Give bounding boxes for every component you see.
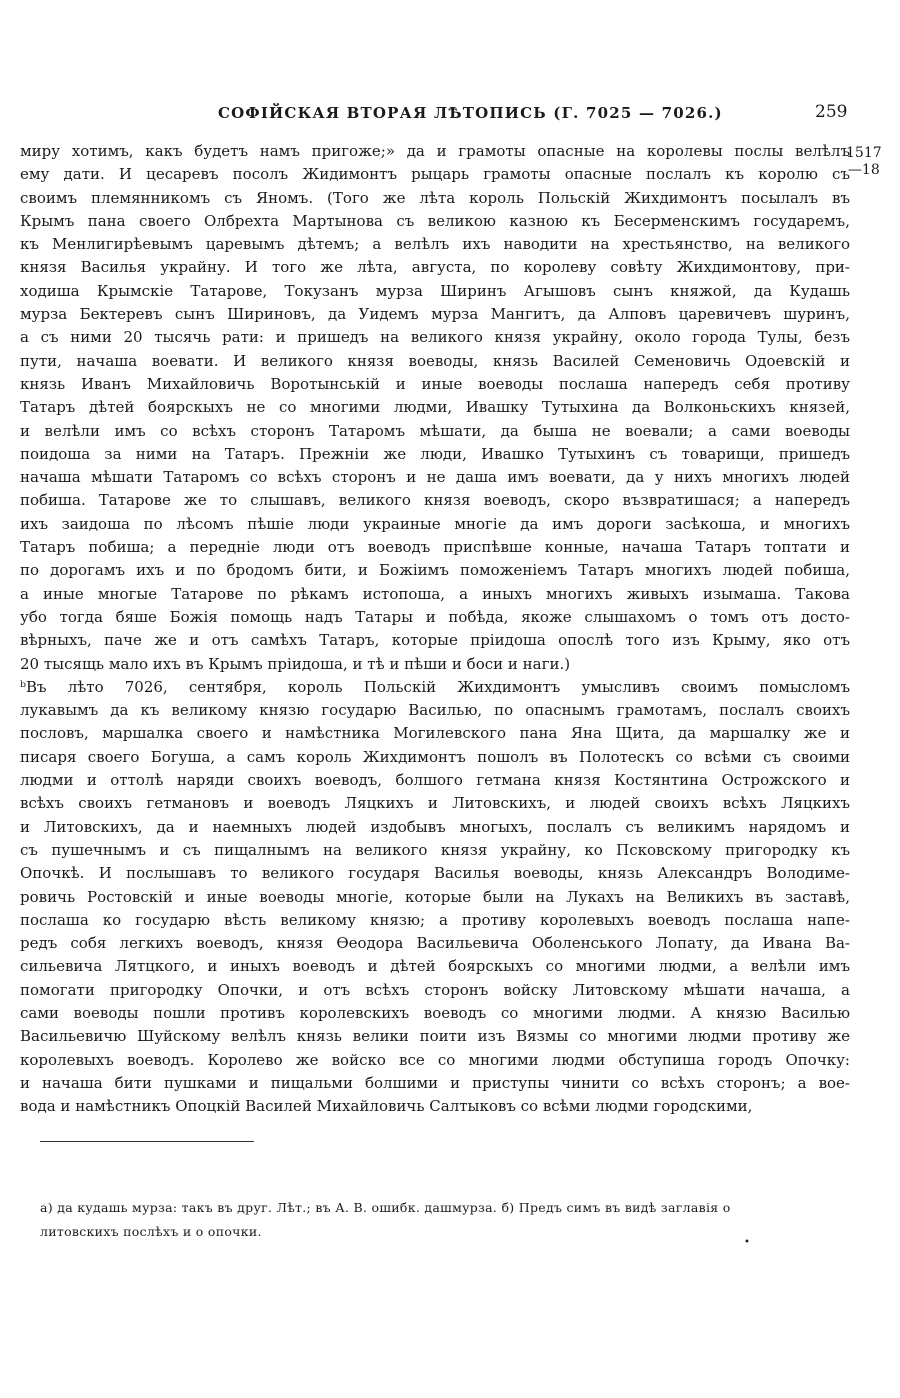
margin-year-note xyxy=(846,145,882,179)
text-line: ходиша Крымскіе Татарове, Токузанъ мурза Ширинъ Агышовъ сынъ княжой, да Кудашь xyxy=(20,281,850,300)
text-line: редъ собя легкихъ воеводъ, князя Өеодора Васильевича Оболенського Лопату, да Ивана Ва- xyxy=(20,934,850,953)
text-line: Крымъ пана своего Олбрехта Мартынова съ великою казною къ Бесерменскимъ государемъ, xyxy=(20,211,850,230)
text-line: князь Иванъ Михайловичь Воротынській и иные воеводы послаша напередъ себя противу xyxy=(20,374,850,393)
text-line: своимъ племянникомъ съ Яномъ. (Того же лѣта король Польскій Жихдимонтъ посылалъ въ xyxy=(20,188,850,207)
text-line: Татаръ дѣтей боярскыхъ не со многими людми, Ивашку Тутыхина да Волконьскихъ князей, xyxy=(20,398,850,417)
text-line: лукавымъ да къ великому князю государю Василью, по опаснымъ грамотамъ, послалъ своихъ xyxy=(20,701,850,720)
text-line: Татаръ побиша; а передніе люди отъ воеводъ приспѣвше конные, начаша Татаръ топтати и xyxy=(20,538,850,557)
text-line: всѣхъ своихъ гетмановъ и воеводъ Ляцкихъ и Литовскихъ, и людей своихъ всѣхъ Ляцкихъ xyxy=(20,794,850,813)
text-line: къ Менлигирѣевымъ царевымъ дѣтемъ; а велѣлъ ихъ наводити на хрестьянство, на великого xyxy=(20,235,850,254)
footnote-line: а) да кудашь мурза: такъ въ друг. Лѣт.; въ А. В. ошибк. дашмурза. б) Предъ симъ въ видѣ заглавія о xyxy=(40,1200,731,1215)
text-line: ему дати. И цесаревъ посолъ Жидимонтъ рыцарь грамоты опасные послалъ къ королю съ xyxy=(20,165,850,184)
text-line: пословъ, маршалка своего и намѣстника Могилевского пана Яна Щита, да маршалку же и xyxy=(20,724,850,743)
margin-year-bottom: —18 xyxy=(847,162,880,178)
text-line: писаря своего Богуша, а самъ король Жихдимонтъ пошолъ въ Полотескъ со всѣми съ своими xyxy=(20,747,850,766)
text-line: князя Василья украйну. И того же лѣта, августа, по королеву совѣту Жихдимонтову, при- xyxy=(20,258,850,277)
margin-year-top: 1517 xyxy=(846,145,882,161)
text-line: послаша ко государю вѣсть великому князю; а противу королевыхъ воеводъ послаша напе- xyxy=(20,910,850,929)
text-line: и Литовскихъ, да и наемныхъ людей издобывъ многыхъ, послалъ съ великимъ нарядомъ и xyxy=(20,817,850,836)
text-line: людми и оттолѣ наряди своихъ воеводъ, болшого гетмана князя Костянтина Острожского и xyxy=(20,771,850,790)
text-line: побиша. Татарове же то слышавъ, великого князя воеводъ, скоро възвратишася; а напередъ xyxy=(20,491,850,510)
page-number: 259 xyxy=(815,102,848,122)
text-line: сильевича Лятцкого, и иныхъ воеводъ и дѣтей боярскыхъ со многими людми, а велѣли имъ xyxy=(20,957,850,976)
text-line: вѣрныхъ, паче же и отъ самѣхъ Татаръ, которые пріидоша опослѣ того изъ Крыму, яко отъ xyxy=(20,631,850,650)
footnote-divider xyxy=(40,1141,254,1142)
footnote-line: литовскихъ послѣхъ и о опочки. xyxy=(40,1224,262,1239)
text-line: убо тогда бяше Божія помощь надъ Татары и побѣда, якоже слышахомъ о томъ отъ досто- xyxy=(20,607,850,626)
text-line: и начаша бити пушками и пищальми болшими и приступы чинити со всѣхъ сторонъ; а вое- xyxy=(20,1073,850,1092)
running-title: СОФІЙСКАЯ ВТОРАЯ ЛѢТОПИСЬ (Г. 7025 — 7026.) xyxy=(218,104,723,122)
text-line: по дорогамъ ихъ и по бродомъ бити, и Божіимъ поможеніемъ Татаръ многихъ людей побиша, xyxy=(20,561,850,580)
text-line: а иные многые Татарове по рѣкамъ истопоша, а иныхъ многихъ живыхъ изымаша. Такова xyxy=(20,584,850,603)
text-line: помогати пригородку Опочки, и отъ всѣхъ сторонъ войску Литовскому мѣшати начаша, а xyxy=(20,980,850,999)
page-header xyxy=(0,104,900,128)
text-line: а съ ними 20 тысячь рати: и пришедъ на великого князя украйну, около города Тулы, безъ xyxy=(20,328,850,347)
text-line: съ пушечнымъ и съ пищалнымъ на великого князя украйну, ко Псковскому пригородку къ xyxy=(20,840,850,859)
text-line: и велѣли имъ со всѣхъ сторонъ Татаромъ мѣшати, да быша не воевали; а сами воеводы xyxy=(20,421,850,440)
text-line: Опочкѣ. И послышавъ то великого государя Василья воеводы, князь Александръ Володиме- xyxy=(20,864,850,883)
text-line: королевыхъ воеводъ. Королево же войско все со многими людми обступиша городъ Опочку: xyxy=(20,1050,850,1069)
text-line: Васильевичю Шуйскому велѣлъ князь велики поити изъ Вязмы со многими людми противу же xyxy=(20,1027,850,1046)
chronicle-text xyxy=(20,140,850,1118)
text-line: ᵇВъ лѣто 7026, сентября, король Польскій Жихдимонтъ умысливъ своимъ помысломъ xyxy=(20,677,850,696)
text-line: сами воеводы пошли противъ королевскихъ воеводъ со многими людми. А князю Василью xyxy=(20,1003,850,1022)
text-line: ровичь Ростовскій и иные воеводы многіе, которые были на Лукахъ на Великихъ въ заставѣ, xyxy=(20,887,850,906)
text-line: ихъ заидоша по лѣсомъ пѣшіе люди украиные многіе да имъ дороги засѣкоша, и многихъ xyxy=(20,514,850,533)
ink-speck: • xyxy=(744,1237,750,1248)
footnotes xyxy=(40,1196,840,1244)
text-line: пути, начаша воевати. И великого князя воеводы, князь Василей Семеновичь Одоевскій и xyxy=(20,351,850,370)
text-line: 20 тысящь мало ихъ въ Крымъ пріидоша, и тѣ и пѣши и боси и наги.) xyxy=(20,654,571,673)
text-line: поидоша за ними на Татаръ. Прежніи же люди, Ивашко Тутыхинъ съ товарищи, пришедъ xyxy=(20,444,850,463)
text-line: вода и намѣстникъ Опоцкій Василей Михайловичь Салтыковъ со всѣми людми городскими, xyxy=(20,1097,753,1116)
text-line: начаша мѣшати Татаромъ со всѣхъ сторонъ и не даша имъ воевати, да у нихъ многихъ людей xyxy=(20,468,850,487)
text-line: мурза Бектеревъ сынъ Шириновъ, да Уидемъ мурза Мангитъ, да Алповъ царевичевъ шуринъ, xyxy=(20,305,850,324)
text-line: миру хотимъ, какъ будетъ намъ пригоже;» да и грамоты опасные на королевы послы велѣлъ xyxy=(20,142,850,160)
